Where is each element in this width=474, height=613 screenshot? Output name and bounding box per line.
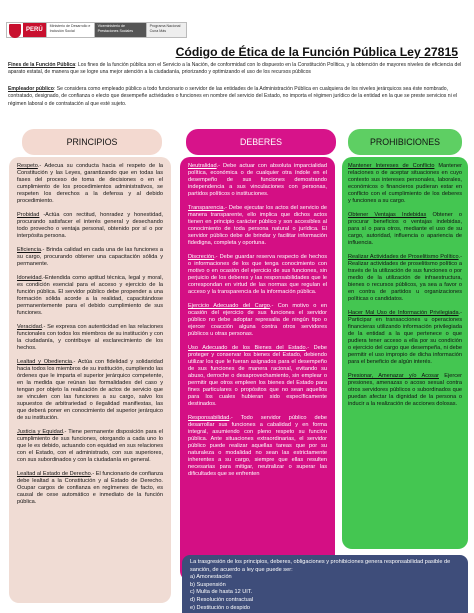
deberes-item-term: Neutralidad [188, 163, 217, 169]
prohibiciones-item [348, 254, 462, 303]
principios-item [17, 359, 163, 422]
intro-empleador [8, 86, 466, 108]
principios-item-term: Veracidad [17, 324, 42, 330]
deberes-item-term: Transparencia [188, 205, 224, 211]
principios-item [17, 212, 163, 240]
principios-item [17, 163, 163, 205]
prohibiciones-header: PROHIBICIONES [348, 129, 462, 155]
deberes-item-text: .- Debe proteger y conservar los bienes del Estado, debiendo utilizar los que le fueran asignados para el desempeño de sus funciones de manera racional, evitando su abuso, derroche o desaprovechamiento, sin emplear o permitir que otros empleen los bienes del Estado para fines particulares o propósitos que no sean aquellos para los cuales hubieran sido específicamente destinados. [188, 345, 328, 407]
prohibiciones-item-term: Realizar Actividades de Proselitismo Político [348, 254, 459, 260]
principios-item [17, 247, 163, 268]
principios-header: PRINCIPIOS [22, 129, 162, 155]
prohibiciones-panel [342, 157, 468, 549]
trasgresion-box [182, 555, 468, 613]
prohibiciones-item [348, 373, 462, 408]
deberes-item-term: Uso Adecuado de los Bienes del Estado [188, 345, 306, 351]
deberes-header: DEBERES [186, 129, 336, 155]
deberes-item-term: Discreción [188, 254, 215, 260]
principios-item [17, 471, 163, 506]
coat-of-arms-icon [9, 24, 21, 38]
principios-item-text: .- Se expresa con autenticidad en las relaciones funcionales con todos los miembros de su institución y con la ciudadanía, y contribuye al esclarecimiento de los hechos. [17, 324, 163, 351]
principios-item-text: -Actúa con rectitud, honradez y honestidad, procurando satisfacer el interés general y desechando todo provecho o ventaja personal, obtenido por sí o por interpósita persona. [17, 212, 163, 239]
prohibiciones-item-text: Obtener o procurar beneficios o ventajas indebidas, para sí o para otros, mediante el uso de su cargo, autoridad, influencia o apariencia de influencia. [348, 212, 463, 246]
deberes-item [188, 163, 327, 198]
principios-item [17, 324, 163, 352]
prohibiciones-item-text: Ejercer presiones, amenazas o acoso sexual contra otros servidores públicos o subordinados que puedan afectar la dignidad de la persona o inducir a la realización de acciones dolosas. [348, 373, 462, 407]
principios-item [17, 275, 163, 317]
deberes-item-text: .- Todo servidor público debe desarrollar sus funciones a cabalidad y en forma integral, asumiendo con pleno respeto su función pública. Ante situaciones extraordinarias, el servidor público puede realizar aquellas tareas que por su naturaleza o modalidad no sean las estrictamente inherentes a su cargo, siempre que ellas resulten necesarias para mitigar, neutralizar o superar las dificultades que se enfrenten [188, 415, 327, 477]
sanction-item: e) Destitución o despido [190, 604, 251, 611]
header [0, 0, 474, 44]
intro-text: : Los fines de la función pública son el Servicio a la Nación, de conformidad con lo dispuesto en la Constitución Política, y la obtención de mayores niveles de eficiencia del aparato estatal, de manera que se logre una mejor atención a la ciudadanía, priorizando y optimizando el uso de los recursos públicos [8, 62, 462, 76]
principios-item-term: Eficiencia [17, 247, 41, 253]
intro-label: Fines de la Función Pública [8, 62, 76, 68]
principios-item-term: Lealtad al Estado de Derecho [17, 471, 91, 477]
principios-item-term: Idoneidad [17, 275, 42, 281]
sanction-item: c) Multa de hasta 12 UIT. [190, 589, 253, 596]
brand-peru: PERÚ [23, 23, 46, 37]
principios-item-text: .- Tiene permanente disposición para el cumplimiento de sus funciones, otorgando a cada uno lo que le es debido, actuando con equidad en sus relaciones con el Estado, con el administrado, con sus superiores, con sus subordinados y con la ciudadanía en general. [17, 429, 163, 463]
deberes-item-text: .- Con motivo o en ocasión del ejercicio de sus funciones el servidor público no debe adoptar represalia de ningún tipo o ejercer coacción alguna contra otros servidores públicos u otras personas. [188, 303, 327, 337]
deberes-item [188, 205, 327, 247]
principios-item-term: Justicia y Equidad [17, 429, 63, 435]
prohibiciones-item-text: .- Participar en transacciones u operaciones financieras utilizando información privilegiada de la entidad a la que pertenece o que pudiera tener acceso a ella por su condición o ejercicio del cargo que desempeña, ni debe permitir el uso impropio de dicha información para el beneficio de algún interés. [348, 310, 462, 365]
principios-item-term: Probidad [17, 212, 40, 218]
deberes-item [188, 415, 327, 478]
sanction-item: d) Resolución contractual [190, 596, 254, 603]
sanction-item: b) Suspensión [190, 581, 226, 588]
prohibiciones-item [348, 212, 462, 247]
principios-item-text: .- Actúa con fidelidad y solidaridad hacia todos los miembros de su institución, cumpliendo las órdenes que le imparta el superior jerárquico competente, en la medida que reúnan las formalidades del caso y tengan por objeto la realización de actos de servicio que se vinculen con las funciones a su cargo, salvo los supuestos de arbitrariedad o ilegalidad manifiestas, las que deberá poner en conocimiento del superior jerárquico de su institución. [17, 359, 163, 421]
prohibiciones-item-term: Mantener Intereses de Conflicto [348, 163, 435, 169]
deberes-item-text: .- Debe ejecutar los actos del servicio de manera transparente, ello implica que dichos actos tienen en principio carácter público y son accesibles al conocimiento de toda persona natural o jurídica. El servidor público debe de brindar y facilitar información fidedigna, completa y oportuna. [188, 205, 327, 246]
deberes-item [188, 254, 327, 296]
principios-item-term: Respeto [17, 163, 38, 169]
deberes-item [188, 345, 327, 408]
program-name: Programa Nacional Cuna Más [146, 23, 186, 37]
principios-item-text: .- El funcionario de confianza debe lealtad a la Constitución y al Estado de Derecho. Ocupar cargos de confianza en regímenes de facto, es causal de cese automático e inmediato de la función pública. [17, 471, 163, 505]
prohibiciones-item [348, 310, 462, 366]
prohibiciones-item [348, 163, 462, 205]
principios-item-text: .-Entendida como aptitud técnica, legal y moral, es condición esencial para el acceso y ejercicio de la función pública. El servidor público debe propender a una formación sólida acorde a la realidad, capacitándose permanentemente para el debido cumplimiento de sus funciones. [17, 275, 163, 316]
deberes-item-text: .- Debe guardar reserva respecto de hechos o informaciones de los que tenga conocimiento con motivo o en ocasión del ejercicio de sus funciones, sin perjuicio de los deberes y las responsabilidades que le correspondan en virtud de las normas que regulan el acceso y la transparencia de la información pública. [188, 254, 327, 295]
trasgresion-intro: La trasgresión de los principios, deberes, obligaciones y prohibiciones genera responsabilidad pasible de sanción, de acuerdo a ley que puede ser: [190, 559, 451, 573]
prohibiciones-item-text: Mantener relaciones o de aceptar situaciones en cuyo contexto sus intereses personales, laborales, económicos o financieros pudieran estar en conflicto con el cumplimiento de los deberes y funciones a su cargo. [348, 163, 463, 204]
vice-ministry-name: Viceministerio de Prestaciones Sociales [94, 23, 146, 37]
principios-item-term: Lealtad y Obediencia [17, 359, 72, 365]
principios-item-text: .- Adecua su conducta hacia el respeto de la Constitución y las Leyes, garantizando que en todas las fases del proceso de toma de decisiones o en el cumplimiento de los procedimientos administrativos, se respeten los derechos a la defensa y al debido procedimiento. [17, 163, 163, 204]
principios-panel [9, 157, 171, 603]
deberes-item-term: Responsabilidad [188, 415, 230, 421]
sanction-item: a) Amonestación [190, 574, 232, 581]
prohibiciones-item-term: Obtener Ventajas Indebidas [348, 212, 427, 218]
ministry-logo [6, 22, 187, 38]
prohibiciones-item-term: Presionar, Amenazar y/o Acosar [348, 373, 439, 379]
principios-item [17, 429, 163, 464]
intro-text: : Se considera como empleado público a todo funcionario o servidor de las entidades de la Administración Pública en cualquiera de los niveles jerárquicos sea éste nombrado, contratado, designado, de confianza o electo que desempeñe actividades o funciones en nombre del servicio del Estado, no importa el régimen jurídico de la entidad en la que se preste servicios ni el régimen laboral o de contratación al que esté sujeto. [8, 86, 458, 107]
deberes-item-term: Ejercicio Adecuado del Cargo [188, 303, 270, 309]
deberes-item-text: .- Debe actuar con absoluta imparcialidad política, económica o de cualquier otra índole en el desempeño de sus funciones demostrando independencia a sus vinculaciones con personas, partidos políticos o instituciones. [188, 163, 327, 197]
prohibiciones-item-term: Hacer Mal Uso de Información Privilegiada [348, 310, 459, 316]
sanction-list [190, 574, 460, 612]
document-title: Código de Ética de la Función Pública Ley 27815 [175, 45, 458, 59]
deberes-item [188, 303, 327, 338]
intro-label: Empleador público [8, 86, 54, 92]
ministry-name: Ministerio de Desarrollo e Inclusión Social [46, 23, 94, 37]
principios-item-text: .- Brinda calidad en cada una de las funciones a su cargo, procurando obtener una capacitación sólida y permanente. [17, 247, 163, 267]
prohibiciones-item-text: .- Realizar actividades de proselitismo político a través de la utilización de sus funciones o por medio de la utilización de infraestructura, bienes o recursos públicos, ya sea a favor o en contra de partidos u organizaciones políticas o candidatos. [348, 254, 462, 302]
intro-fines [8, 62, 466, 77]
deberes-panel [180, 157, 335, 581]
